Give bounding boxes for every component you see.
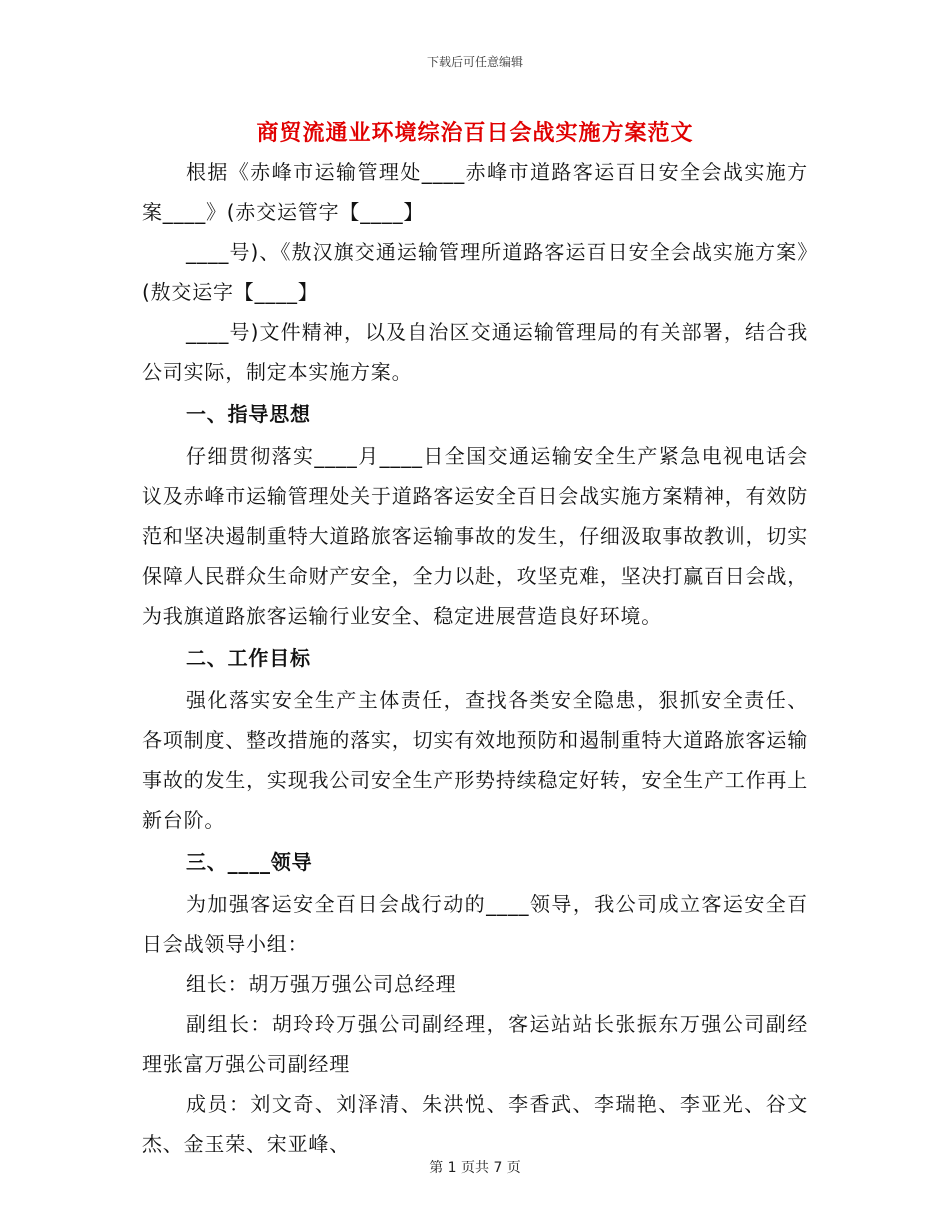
paragraph-work-goal: 强化落实安全生产主体责任，查找各类安全隐患，狠抓安全责任、各项制度、整改措施的落实，切实有效地预防和遏制重特大道路旅客运输事故的发生，实现我公司安全生产形势持续稳定好转，安全生产工作再上新台阶。 <box>142 688 808 832</box>
paragraph-leadership: 为加强客运安全百日会战行动的____领导，我公司成立客运安全百日会战领导小组： <box>142 892 808 956</box>
paragraph-deputy-leaders: 副组长：胡玲玲万强公司副经理，客运站站长张振东万强公司副经理张富万强公司副经理 <box>142 1012 808 1076</box>
paragraph-basis-1: 根据《赤峰市运输管理处____赤峰市道路客运百日安全会战实施方案____》(赤交运管字【____】 <box>142 160 808 224</box>
section-heading-leadership: 三、____领导 <box>186 850 313 874</box>
paragraph-team-leader: 组长：胡万强万强公司总经理 <box>186 972 457 996</box>
section-heading-guiding-thought: 一、指导思想 <box>186 402 311 426</box>
page-header: 下载后可任意编辑 <box>426 55 523 69</box>
paragraph-basis-2: ____号)、《敖汉旗交通运输管理所道路客运百日安全会战实施方案》(敖交运字【____】 <box>142 240 808 304</box>
paragraph-basis-3: ____号)文件精神，以及自治区交通运输管理局的有关部署，结合我公司实际，制定本实施方案。 <box>142 320 808 384</box>
document-body <box>142 152 808 1164</box>
document-title: 商贸流通业环境综治百日会战实施方案范文 <box>256 121 694 146</box>
section-heading-work-goal: 二、工作目标 <box>186 646 311 670</box>
page-number: 第 1 页共 7 页 <box>429 1160 521 1176</box>
paragraph-guiding-thought: 仔细贯彻落实____月____日全国交通运输安全生产紧急电视电话会议及赤峰市运输管理处关于道路客运安全百日会战实施方案精神，有效防范和坚决遏制重特大道路旅客运输事故的发生，仔细汲取事故教训，切实保障人民群众生命财产安全，全力以赴，攻坚克难，坚决打赢百日会战，为我旗道路旅客运输行业安全、稳定进展营造良好环境。 <box>142 444 808 628</box>
paragraph-members: 成员：刘文奇、刘泽清、朱洪悦、李香武、李瑞艳、李亚光、谷文杰、金玉荣、宋亚峰、 <box>142 1092 808 1156</box>
